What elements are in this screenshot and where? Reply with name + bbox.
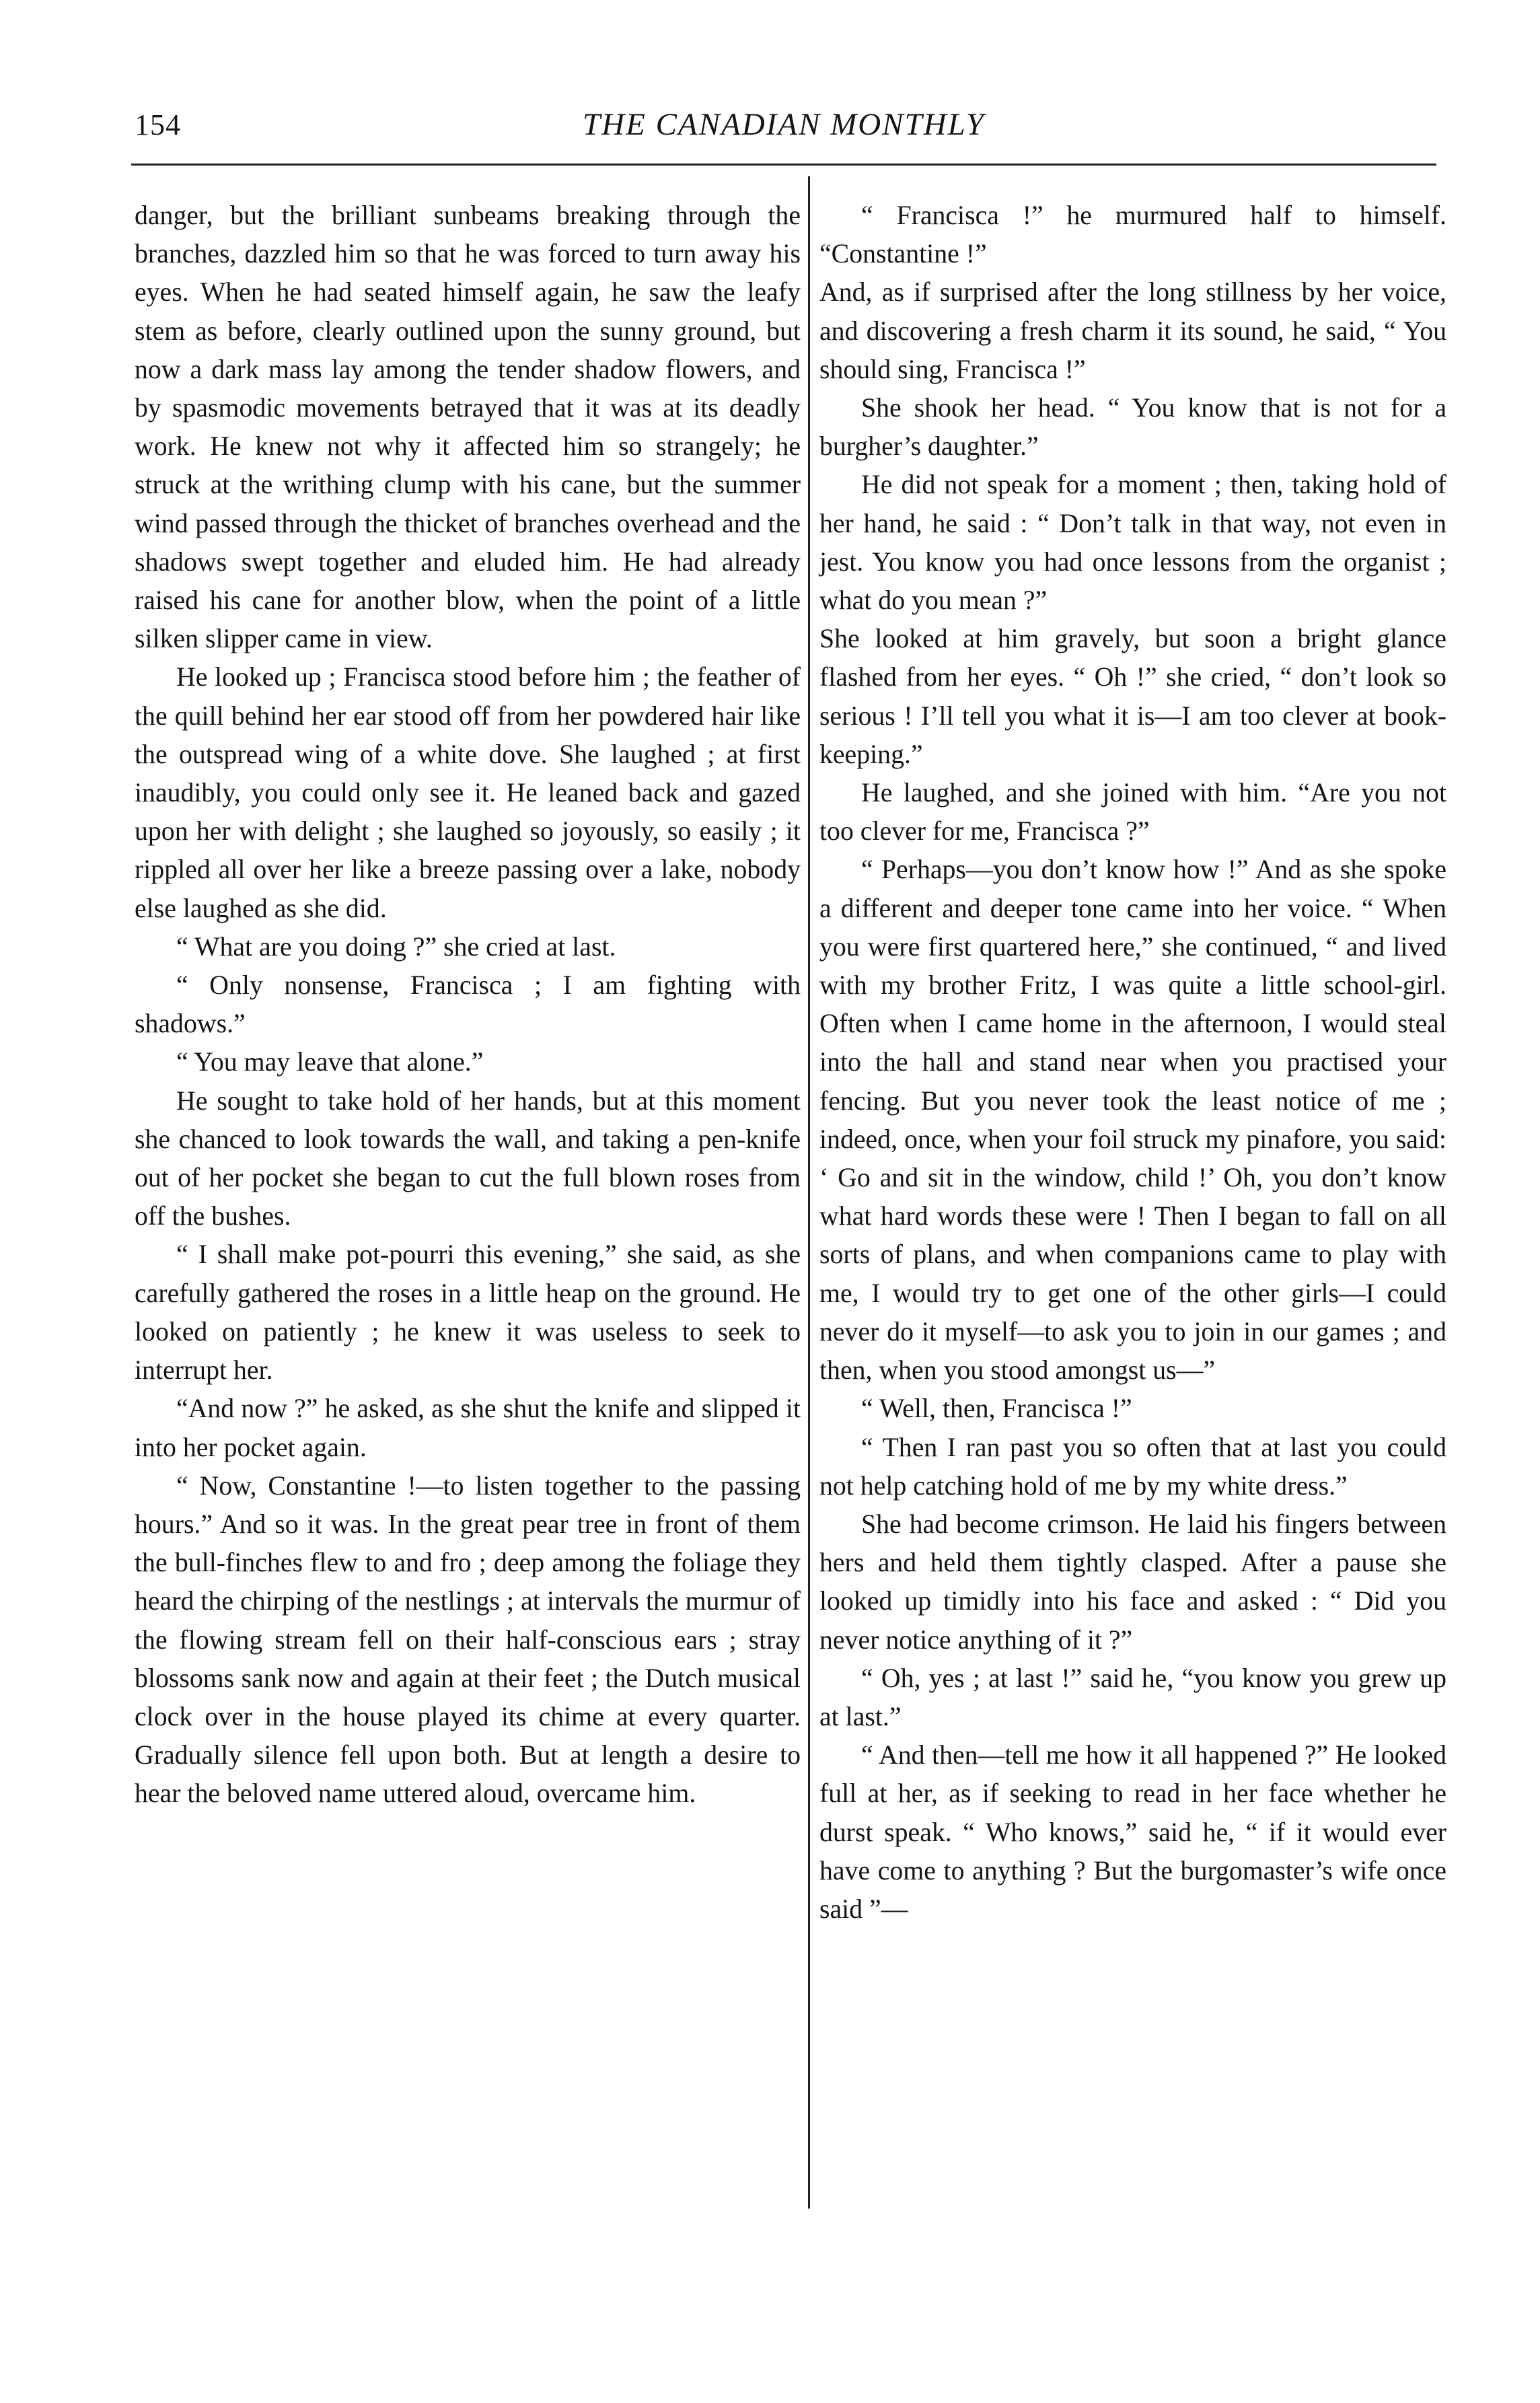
page-number: 154: [135, 108, 181, 141]
paragraph: “ Oh, yes ; at last !” said he, “you know you grew up at last.”: [819, 1663, 1446, 1731]
left-column: [135, 196, 801, 1814]
paragraph: “ I shall make pot-pourri this evening,” she said, as she carefully gathered the roses in a little heap on the ground. He looked on patiently ; he knew it was useless to seek to interrupt her.: [135, 1240, 801, 1386]
paragraph: He did not speak for a moment ; then, taking hold of her hand, he said : “ Don’t talk in that way, not even in jest. You know you had once lessons from the organist ; what do you mean ?”: [819, 470, 1446, 616]
paragraph: “ Only nonsense, Francisca ; I am fighting with shadows.”: [135, 970, 801, 1039]
paragraph: “ Perhaps—you don’t know how !” And as she spoke a different and deeper tone came into her voice. “ When you were first quartered here,” she continued, “ and lived with my brother Fritz, I was quite a little school-girl. Often when I came home in the afternoon, I would steal into the hall and stand near when you practised your fencing. But you never took the least notice of me ; indeed, once, when your foil struck my pinafore, you said: ‘ Go and sit in the window, child !’ Oh, you don’t know what hard words these were ! Then I began to fall on all sorts of plans, and when companions came to play with me, I would try to get one of the other girls—I could never do it myself—to ask you to join in our games ; and then, when you stood amongst us—”: [819, 855, 1446, 1386]
paragraph: He looked up ; Francisca stood before him ; the feather of the quill behind her ear stood off from her powdered hair like the outspread wing of a white dove. She laughed ; at first inaudibly, you could only see it. He leaned back and gazed upon her with delight ; she laughed so joyously, so easily ; it rippled all over her like a breeze passing over a lake, nobody else laughed as she did.: [135, 662, 801, 923]
paragraph: “ Well, then, Francisca !”: [861, 1394, 1132, 1424]
paragraph: She shook her head. “ You know that is not for a burgher’s daughter.”: [819, 393, 1446, 462]
paragraph: She had become crimson. He laid his fingers between hers and held them tightly clasped. After a pause she looked up timidly into his face and asked : “ Did you never notice anything of it ?”: [819, 1509, 1446, 1655]
column-divider: [808, 176, 810, 2209]
paragraph: “ You may leave that alone.”: [176, 1047, 484, 1077]
paragraph: “ What are you doing ?” she cried at last.: [176, 931, 616, 962]
paragraph: And, as if surprised after the long stillness by her voice, and discovering a fresh charm it its sound, he said, “ You should sing, Francisca !”: [819, 277, 1446, 384]
paragraph: danger, but the brilliant sunbeams breaking through the branches, dazzled him so that he was forced to turn away his eyes. When he had seated himself again, he saw the leafy stem as before, clearly outlined upon the sunny ground, but now a dark mass lay among the tender shadow flowers, and by spasmodic movements betrayed that it was at its deadly work. He knew not why it affected him so strangely; he struck at the writhing clump with his cane, but the summer wind passed through the thicket of branches overhead and the shadows swept together and eluded him. He had already raised his cane for another blow, when the point of a little silken slipper came in view.: [135, 201, 801, 654]
paragraph: He sought to take hold of her hands, but at this moment she chanced to look towards the wall, and taking a pen-knife out of her pocket she began to cut the full blown roses from off the bushes.: [135, 1085, 801, 1231]
page-header: [135, 101, 1433, 155]
paragraph: “ Then I ran past you so often that at last you could not help catching hold of me by my white dress.”: [819, 1432, 1446, 1501]
paragraph: He laughed, and she joined with him. “Are you not too clever for me, Francisca ?”: [819, 778, 1446, 847]
running-title: THE CANADIAN MONTHLY: [583, 107, 985, 142]
right-column: [819, 196, 1446, 1929]
paragraph: “ Francisca !” he murmured half to himself. “Constantine !”: [819, 201, 1446, 269]
paragraph: “And now ?” he asked, as she shut the knife and slipped it into her pocket again.: [135, 1394, 801, 1462]
paragraph: “ And then—tell me how it all happened ?” He looked full at her, as if seeking to read in her face whether he durst speak. “ Who knows,” said he, “ if it would ever have come to anything ? But the burgomaster’s wife once said ”—: [819, 1740, 1446, 1924]
header-rule: [131, 164, 1436, 166]
paragraph: “ Now, Constantine !—to listen together to the passing hours.” And so it was. In the great pear tree in front of them the bull-finches flew to and fro ; deep among the foliage they heard the chirping of the nestlings ; at intervals the murmur of the flowing stream fell on their half-conscious ears ; stray blossoms sank now and again at their feet ; the Dutch musical clock over in the house played its chime at every quarter. Gradually silence fell upon both. But at length a desire to hear the beloved name uttered aloud, overcame him.: [135, 1470, 801, 1809]
paragraph: She looked at him gravely, but soon a bright glance flashed from her eyes. “ Oh !” she cried, “ don’t look so serious ! I’ll tell you what it is—I am too clever at book-keeping.”: [819, 624, 1446, 769]
